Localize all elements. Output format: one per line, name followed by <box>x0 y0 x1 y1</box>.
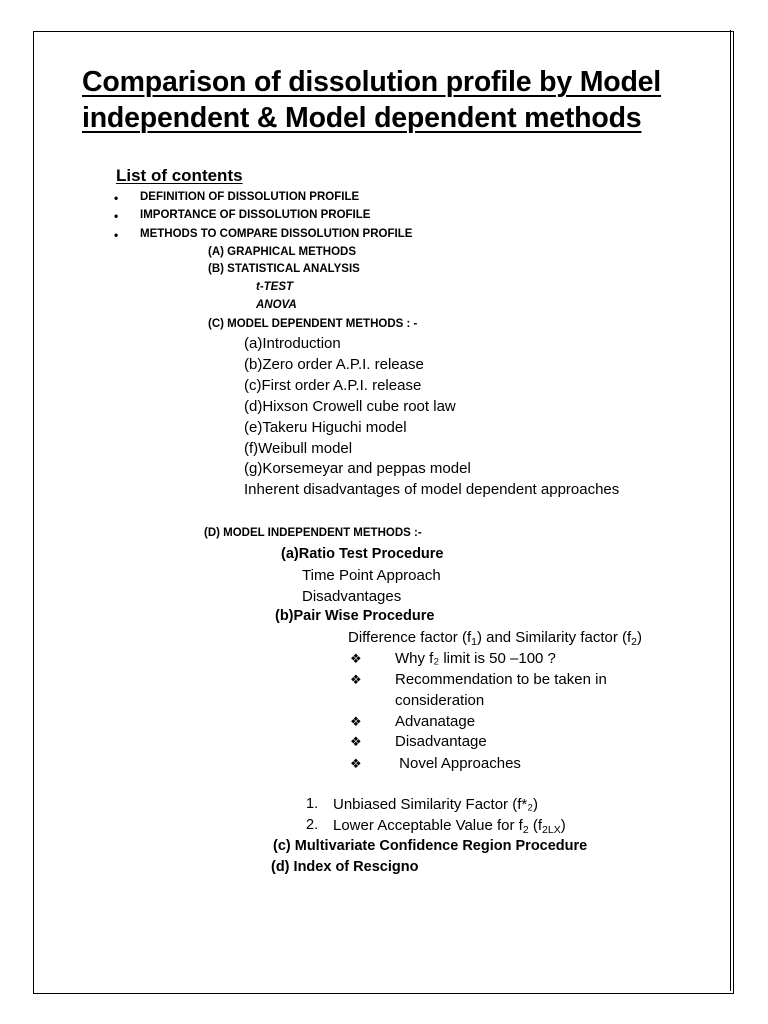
section-c-heading: (C) MODEL DEPENDENT METHODS : - <box>208 318 418 330</box>
diamond-icon: ❖ <box>350 651 362 666</box>
title-line-2: independent & Model dependent methods <box>82 102 642 134</box>
section-c-item: (d)Hixson Crowell cube root law <box>244 398 456 415</box>
numbered-marker: 1. <box>306 796 319 812</box>
title-line-1: Comparison of dissolution profile by Model <box>82 66 662 98</box>
section-c-item: (b)Zero order A.P.I. release <box>244 356 424 373</box>
section-b-item: t-TEST <box>256 281 294 293</box>
diamond-item: Recommendation to be taken in <box>395 671 607 688</box>
ratio-test-item: Time Point Approach <box>302 567 441 584</box>
numbered-item <box>333 817 566 836</box>
bullet-item <box>114 209 371 223</box>
diamond-item: Advanatage <box>395 713 476 730</box>
numbered-marker: 2. <box>306 817 319 833</box>
ratio-test-item: Disadvantages <box>302 588 402 605</box>
contents-heading: List of contents <box>116 166 243 185</box>
numbered-text: Lower Acceptable Value for f <box>333 817 523 834</box>
numbered-subscript: 2 <box>522 824 529 836</box>
pair-wise-heading: (b)Pair Wise Procedure <box>275 608 435 624</box>
diamond-icon: ❖ <box>350 734 362 749</box>
section-b-heading: (B) STATISTICAL ANALYSIS <box>208 263 360 275</box>
section-c-item: (e)Takeru Higuchi model <box>244 419 407 436</box>
numbered-item: Unbiased Similarity Factor (f*₂) <box>333 796 539 813</box>
section-c-item: (a)Introduction <box>244 335 341 352</box>
section-a-heading: (A) GRAPHICAL METHODS <box>208 246 357 258</box>
factor-text: Difference factor (f <box>348 629 472 646</box>
section-d-heading: (D) MODEL INDEPENDENT METHODS :- <box>204 527 422 539</box>
document-title <box>82 64 712 136</box>
diamond-icon: ❖ <box>350 714 362 729</box>
factor-text: ) <box>637 629 643 646</box>
section-c-item: (f)Weibull model <box>244 440 353 457</box>
rescigno-heading: (d) Index of Rescigno <box>271 859 419 875</box>
numbered-subscript: 2LX <box>542 824 561 836</box>
factor-subscript: 1 <box>471 636 477 648</box>
section-b-item: ANOVA <box>256 299 297 311</box>
section-c-item: (c)First order A.P.I. release <box>244 377 422 394</box>
section-c-item: (g)Korsemeyar and peppas model <box>244 460 471 477</box>
diamond-icon: ❖ <box>350 672 362 687</box>
bullet-text: DEFINITION OF DISSOLUTION PROFILE <box>140 191 360 203</box>
bullet-icon: • <box>114 191 119 205</box>
factor-subscript: 2 <box>631 636 638 648</box>
factor-line <box>348 629 642 648</box>
diamond-item: Why f₂ limit is 50 –100 ? <box>395 650 556 667</box>
diamond-item-continuation: consideration <box>395 692 485 709</box>
section-c-item: Inherent disadvantages of model dependent approaches <box>244 481 620 498</box>
bullet-text: METHODS TO COMPARE DISSOLUTION PROFILE <box>140 228 413 240</box>
bullet-item <box>114 228 413 242</box>
bullet-icon: • <box>114 209 119 223</box>
numbered-text: ) <box>560 817 566 834</box>
multivariate-heading: (c) Multivariate Confidence Region Procedure <box>273 838 588 854</box>
ratio-test-heading: (a)Ratio Test Procedure <box>281 546 444 562</box>
diamond-item: Novel Approaches <box>395 755 521 772</box>
diamond-item: Disadvantage <box>395 733 487 750</box>
bullet-icon: • <box>114 228 119 242</box>
bullet-item <box>114 191 360 205</box>
diamond-icon: ❖ <box>350 756 362 771</box>
factor-text: ) and Similarity factor (f <box>476 629 632 646</box>
bullet-text: IMPORTANCE OF DISSOLUTION PROFILE <box>140 209 371 221</box>
numbered-text: (f <box>528 817 543 834</box>
